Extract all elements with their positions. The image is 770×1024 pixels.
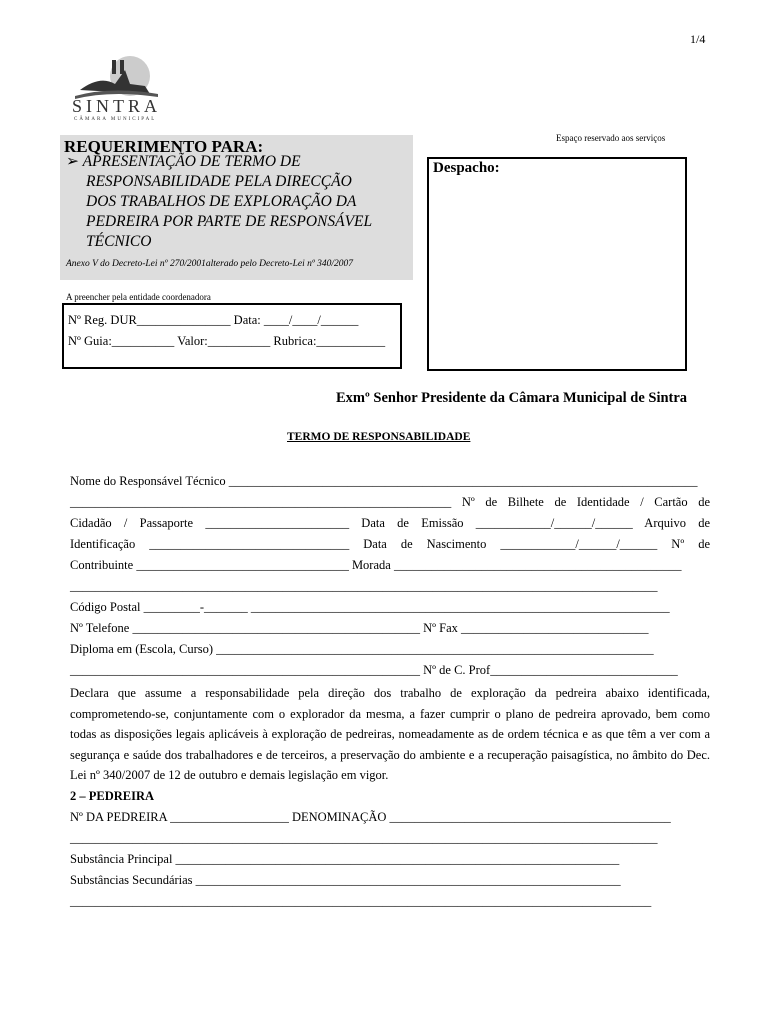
despacho-box[interactable] [427,157,687,371]
form-title: TERMO DE RESPONSABILIDADE [287,431,471,443]
form-line-prof[interactable]: ________________________________________________________ Nº de C. Prof______________________________ [70,663,678,677]
form-line-taxpayer[interactable]: Contribuinte __________________________________ Morada ______________________________________________ [70,558,682,572]
request-title: REQUERIMENTO PARA: [64,137,264,156]
request-subject [66,152,406,252]
entity-guia-row[interactable]: Nº Guia:__________ Valor:__________ Rubrica:___________ [68,334,386,348]
declaration-paragraph: Declara que assume a responsabilidade pela direção dos trabalho de exploração da pedreira abaixo identificada, comprometendo-se, conjuntamente com o explorador da mesma, a fazer cumprir o plano de pedreira aprovado, bem como todas as disposições legais aplicáveis à exploração de pedreiras, nomeadamente as de ordem técnica e as que têm a ver com a segurança e saúde dos trabalhadores e de terceiros, a preservação do ambiente e a recuperação paisagística, no âmbito do Dec. Lei nº 340/2007 de 12 de outubro e demais legislação em vigor. [70,686,710,783]
form-line-diploma[interactable]: Diploma em (Escola, Curso) ______________________________________________________________________ [70,642,654,656]
secondary-substances-line[interactable]: Substâncias Secundárias ____________________________________________________________________ [70,873,621,887]
entity-reg-row[interactable]: Nº Reg. DUR_______________ Data: ____/____/______ [68,313,359,327]
secondary-substances-cont-line[interactable]: _____________________________________________________________________________________________ [70,894,652,908]
entity-label: A preencher pela entidade coordenadora [66,292,211,302]
reserved-label: Espaço reservado aos serviços [556,133,666,143]
despacho-label: Despacho: [433,160,500,176]
request-line-1: ➢ APRESENTAÇÃO DE TERMO DE [66,153,301,170]
page-number: 1/4 [690,32,706,46]
request-line-3: DOS TRABALHOS DE EXPLORAÇÃO DA [86,193,357,210]
form-line-id[interactable]: _____________________________________________________________ Nº de Bilhete de Identidade / Cartão de [70,495,710,509]
addressee: Exmº Senhor Presidente da Câmara Municipal de Sintra [336,390,688,406]
quarry-number-line[interactable]: Nº DA PEDREIRA ___________________ DENOMINAÇÃO _____________________________________________ [70,810,671,824]
request-line-5: TÉCNICO [86,233,152,250]
main-substance-line[interactable]: Substância Principal _______________________________________________________________________ [70,852,620,866]
form-line-address-cont[interactable]: ______________________________________________________________________________________________ [70,579,658,593]
form-line-identification[interactable]: Identificação ________________________________ Data de Nascimento ____________/______/______ Nº de [70,537,710,551]
request-line-2: RESPONSABILIDADE PELA DIRECÇÃO [86,173,352,190]
request-line-4: PEDREIRA POR PARTE DE RESPONSÁVEL [86,213,373,230]
arrow-bullet-icon: ➢ [66,153,79,170]
annex-reference: Anexo V do Decreto-Lei nº 270/2001alterado pelo Decreto-Lei nº 340/2007 [66,259,354,269]
form-line-postal[interactable]: Código Postal _________-_______ ___________________________________________________________________ [70,600,670,614]
quarry-name-cont-line[interactable]: ______________________________________________________________________________________________ [70,831,658,845]
section-2-title: 2 – PEDREIRA [70,789,155,803]
form-line-name[interactable]: Nome do Responsável Técnico ___________________________________________________________________________ [70,474,698,488]
logo-name: SINTRA [72,96,162,116]
logo-subtitle: CÂMARA MUNICIPAL [74,117,157,122]
form-line-passport[interactable]: Cidadão / Passaporte _______________________ Data de Emissão ____________/______/______ Arquivo de [70,516,710,530]
form-line-phone[interactable]: Nº Telefone ______________________________________________ Nº Fax ______________________________ [70,621,649,635]
